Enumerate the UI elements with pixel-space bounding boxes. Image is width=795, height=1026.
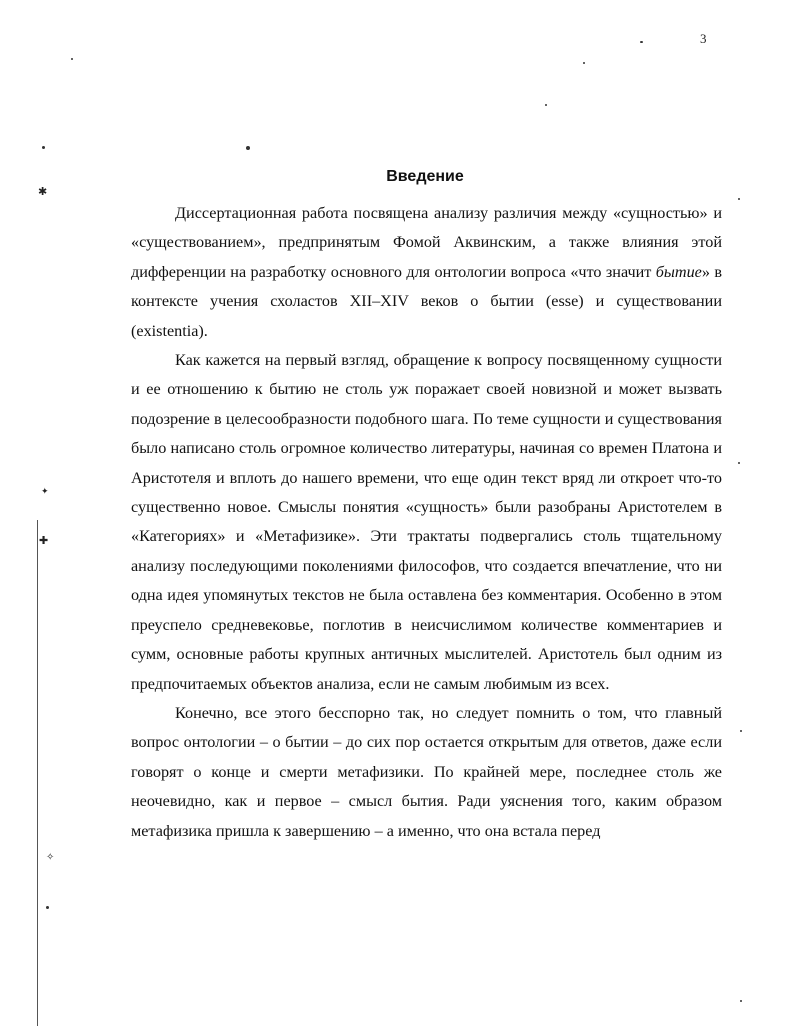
paragraph-1-text-start: Диссертационная работа посвящена анализу различия между «сущностью» и «существованием», предпринятым Фомой Аквинским, а также влияния этой дифференции на разработку основного для онтологии вопроса «что значит <box>131 204 722 281</box>
scan-mark: ✧ <box>46 852 55 863</box>
scan-speck <box>640 41 643 43</box>
paragraph-1 <box>131 199 722 346</box>
scan-mark: ✦ <box>41 487 49 497</box>
paragraph-3: Конечно, все этого бесспорно так, но следует помнить о том, что главный вопрос онтологии – о бытии – до сих пор остается открытым для ответов, даже если говорят о конце и смерти метафизики. По крайней мере, последнее столь же неочевидно, как и первое – смысл бытия. Ради уяснения того, каким образом метафизика пришла к завершению – а именно, что она встала перед <box>131 703 722 840</box>
scan-margin-line <box>37 520 38 1026</box>
scan-speck <box>71 58 73 60</box>
scan-speck <box>246 146 250 150</box>
scan-speck <box>583 62 585 64</box>
scan-speck <box>738 462 740 464</box>
body-text <box>131 199 722 846</box>
scan-speck <box>740 730 742 732</box>
scan-speck <box>545 104 547 106</box>
scan-mark: ✱ <box>38 185 48 198</box>
scan-speck <box>740 1000 742 1002</box>
paragraph-1-text-end: » в контексте учения схоластов XII–XIV веков о бытии (esse) и существовании (existentia). <box>131 262 722 340</box>
page-number: 3 <box>700 31 707 46</box>
scan-speck <box>46 906 49 909</box>
scan-mark: ✚ <box>39 534 49 547</box>
scan-speck <box>42 146 45 149</box>
section-heading: Введение <box>386 168 464 185</box>
paragraph-2: Как кажется на первый взгляд, обращение к вопросу посвященному сущности и ее отношению к бытию не столь уж поражает своей новизной и может вызвать подозрение в целесообразности подобного шага. По теме сущности и существования было написано столь огромное количество литературы, начиная со времен Платона и Аристотеля и вплоть до нашего времени, что еще один текст вряд ли откроет что-то существенно новое. Смыслы понятия «сущность» были разобраны Аристотелем в «Категориях» и «Метафизике». Эти трактаты подвергались столь тщательному анализу последующими поколениями философов, что создается впечатление, что ни одна идея упомянутых текстов не была оставлена без комментария. Особенно в этом преуспело средневековье, поглотив в неисчислимом количестве комментариев и сумм, основные работы крупных античных мыслителей. Аристотель был одним из предпочитаемых объектов анализа, если не самым любимым из всех. <box>131 351 722 693</box>
scan-speck <box>738 198 740 200</box>
paragraph-1-emphasis: бытие <box>655 262 702 281</box>
